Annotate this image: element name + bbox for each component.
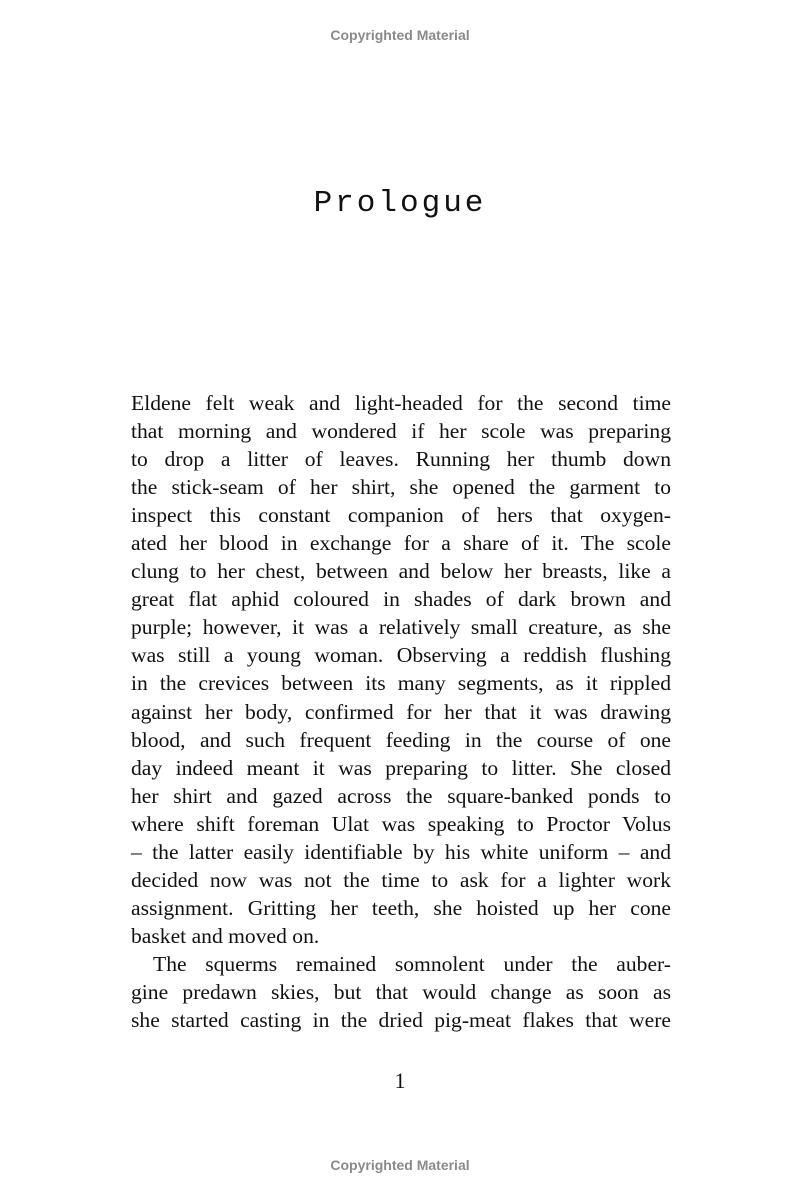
text-line: Eldene felt weak and light-headed for the second time xyxy=(131,391,671,415)
text-line: the stick-seam of her shirt, she opened the garment to xyxy=(131,475,671,500)
text-line: her shirt and gazed across the square-banked ponds to xyxy=(131,783,671,808)
body-text xyxy=(131,389,671,1034)
page-number: 1 xyxy=(394,1068,406,1093)
copyright-watermark-top: Copyrighted Material xyxy=(330,27,470,43)
text-line: day indeed meant it was preparing to litter. She closed xyxy=(131,755,671,780)
paragraph-2 xyxy=(131,950,671,1034)
text-line: assignment. Gritting her teeth, she hoisted up her cone xyxy=(131,895,671,920)
text-line: against her body, confirmed for her that it was drawing xyxy=(131,699,671,724)
text-line: in the crevices between its many segments, as it rippled xyxy=(131,671,671,696)
text-line: ated her blood in exchange for a share of it. The scole xyxy=(131,531,671,556)
chapter-title: Prologue xyxy=(313,186,487,221)
text-line: was still a young woman. Observing a reddish flushing xyxy=(131,643,671,668)
text-line: where shift foreman Ulat was speaking to Proctor Volus xyxy=(131,811,671,836)
text-line: purple; however, it was a relatively small creature, as she xyxy=(131,615,671,640)
text-line: inspect this constant companion of hers that oxygen- xyxy=(131,503,671,528)
text-line: clung to her chest, between and below her breasts, like a xyxy=(131,559,671,584)
text-line: The squerms remained somnolent under the auber- xyxy=(153,951,671,976)
text-line: blood, and such frequent feeding in the course of one xyxy=(131,727,671,752)
text-line: she started casting in the dried pig-meat flakes that were xyxy=(131,1008,671,1033)
text-line: to drop a litter of leaves. Running her thumb down xyxy=(131,447,671,472)
text-line: basket and moved on. xyxy=(131,923,320,948)
copyright-watermark-bottom: Copyrighted Material xyxy=(330,1157,470,1173)
paragraph-1 xyxy=(131,389,671,950)
text-line: that morning and wondered if her scole was preparing xyxy=(131,419,671,444)
text-line: – the latter easily identifiable by his white uniform – and xyxy=(131,839,671,864)
text-line: gine predawn skies, but that would change as soon as xyxy=(131,979,671,1004)
text-line: great flat aphid coloured in shades of dark brown and xyxy=(131,587,671,612)
text-line: decided now was not the time to ask for a lighter work xyxy=(131,867,671,892)
